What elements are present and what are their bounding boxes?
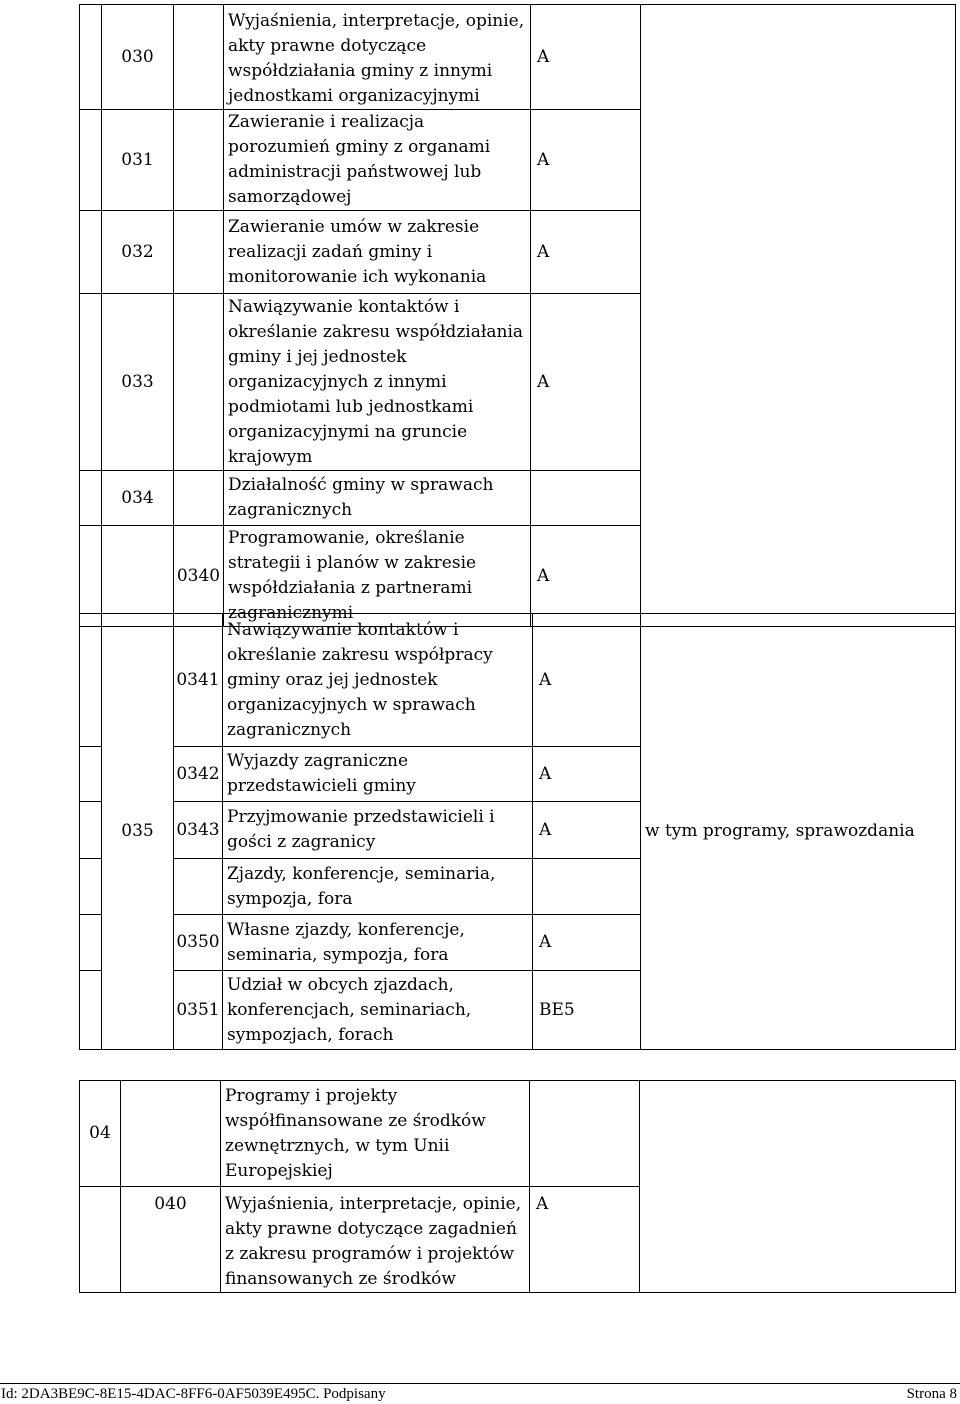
category-cell: [531, 471, 641, 526]
table-1: [79, 4, 956, 627]
blank-cell: [174, 294, 224, 471]
category-cell: A: [533, 747, 641, 802]
category-cell: [533, 859, 641, 915]
category-cell: A: [533, 915, 641, 971]
blank-cell: [80, 211, 102, 294]
code-cell: 0351: [174, 971, 223, 1050]
code-cell: [102, 526, 174, 627]
category-cell: A: [531, 294, 641, 471]
page-footer: [0, 1383, 960, 1404]
blank-cell: [80, 915, 102, 971]
code-cell: 0343: [174, 802, 223, 859]
category-cell: A: [531, 211, 641, 294]
blank-cell: [80, 1187, 121, 1293]
code-cell: 0342: [174, 747, 223, 802]
code-cell: 033: [102, 294, 174, 471]
blank-cell: [80, 294, 102, 471]
code-cell: 040: [121, 1187, 221, 1293]
blank-cell: [174, 211, 224, 294]
category-cell: A: [531, 110, 641, 211]
blank-cell: [80, 526, 102, 627]
code-cell: 030: [102, 5, 174, 110]
blank-cell: [80, 859, 102, 915]
table-2: [79, 613, 956, 1050]
description-cell: Programy i projekty współfinansowane ze środków zewnętrznych, w tym Unii Europejskiej: [221, 1081, 530, 1187]
description-cell: Przyjmowanie przedstawicieli i gości z zagranicy: [223, 802, 533, 859]
description-cell: Działalność gminy w sprawach zagranicznych: [224, 471, 531, 526]
description-cell: Nawiązywanie kontaktów i określanie zakresu współdziałania gminy i jej jednostek organizacyjnych z innymi podmiotami lub jednostkami organizacyjnymi na gruncie krajowym: [224, 294, 531, 471]
blank-cell: [174, 5, 224, 110]
description-cell: Własne zjazdy, konferencje, seminaria, sympozja, fora: [223, 915, 533, 971]
blank-cell: [80, 110, 102, 211]
table-row: [80, 614, 956, 747]
description-cell: Wyjaśnienia, interpretacje, opinie, akty prawne dotyczące współdziałania gminy z innymi jednostkami organizacyjnymi: [224, 5, 531, 110]
blank-cell: [80, 5, 102, 110]
description-cell: Nawiązywanie kontaktów i określanie zakresu współpracy gminy oraz jej jednostek organizacyjnych w sprawach zagranicznych: [223, 614, 533, 747]
blank-cell: [80, 471, 102, 526]
code-cell: 031: [102, 110, 174, 211]
description-cell: Programowanie, określanie strategii i planów w zakresie współdziałania z partnerami zagranicznymi: [224, 526, 531, 627]
code-cell: 0341: [174, 614, 223, 747]
description-cell: Zjazdy, konferencje, seminaria, sympozja, fora: [223, 859, 533, 915]
description-cell: Zawieranie i realizacja porozumień gminy z organami administracji państwowej lub samorządowej: [224, 110, 531, 211]
category-cell: A: [533, 614, 641, 747]
remarks-cell: w tym programy, sprawozdania: [641, 614, 956, 1050]
code-cell: [174, 859, 223, 915]
code-cell: 04: [80, 1081, 121, 1187]
blank-cell: [174, 471, 224, 526]
table-3: [79, 1080, 956, 1293]
category-cell: BE5: [533, 971, 641, 1050]
blank-cell: [80, 971, 102, 1050]
blank-cell: [80, 747, 102, 802]
category-cell: A: [531, 5, 641, 110]
page-number: Strona 8: [906, 1386, 957, 1402]
blank-cell: [80, 802, 102, 859]
description-cell: Zawieranie umów w zakresie realizacji zadań gminy i monitorowanie ich wykonania: [224, 211, 531, 294]
category-cell: [530, 1081, 640, 1187]
code-cell: 0340: [174, 526, 224, 627]
remarks-cell: [641, 5, 956, 627]
blank-cell: [80, 614, 102, 747]
table-row: [80, 1081, 956, 1187]
description-cell: Udział w obcych zjazdach, konferencjach, seminariach, sympozjach, forach: [223, 971, 533, 1050]
table-row: [80, 5, 956, 110]
group-code-cell: 035: [102, 614, 174, 1050]
remarks-cell: [640, 1081, 956, 1293]
code-cell: 0350: [174, 915, 223, 971]
blank-cell: [121, 1081, 221, 1187]
category-cell: A: [531, 526, 641, 627]
category-cell: A: [530, 1187, 640, 1293]
blank-cell: [174, 110, 224, 211]
document-id: Id: 2DA3BE9C-8E15-4DAC-8FF6-0AF5039E495C. Podpisany: [1, 1386, 386, 1402]
category-cell: A: [533, 802, 641, 859]
description-cell: Wyjazdy zagraniczne przedstawicieli gminy: [223, 747, 533, 802]
code-cell: 032: [102, 211, 174, 294]
code-cell: 034: [102, 471, 174, 526]
description-cell: Wyjaśnienia, interpretacje, opinie, akty prawne dotyczące zagadnień z zakresu programów i projektów finansowanych ze środków: [221, 1187, 530, 1293]
